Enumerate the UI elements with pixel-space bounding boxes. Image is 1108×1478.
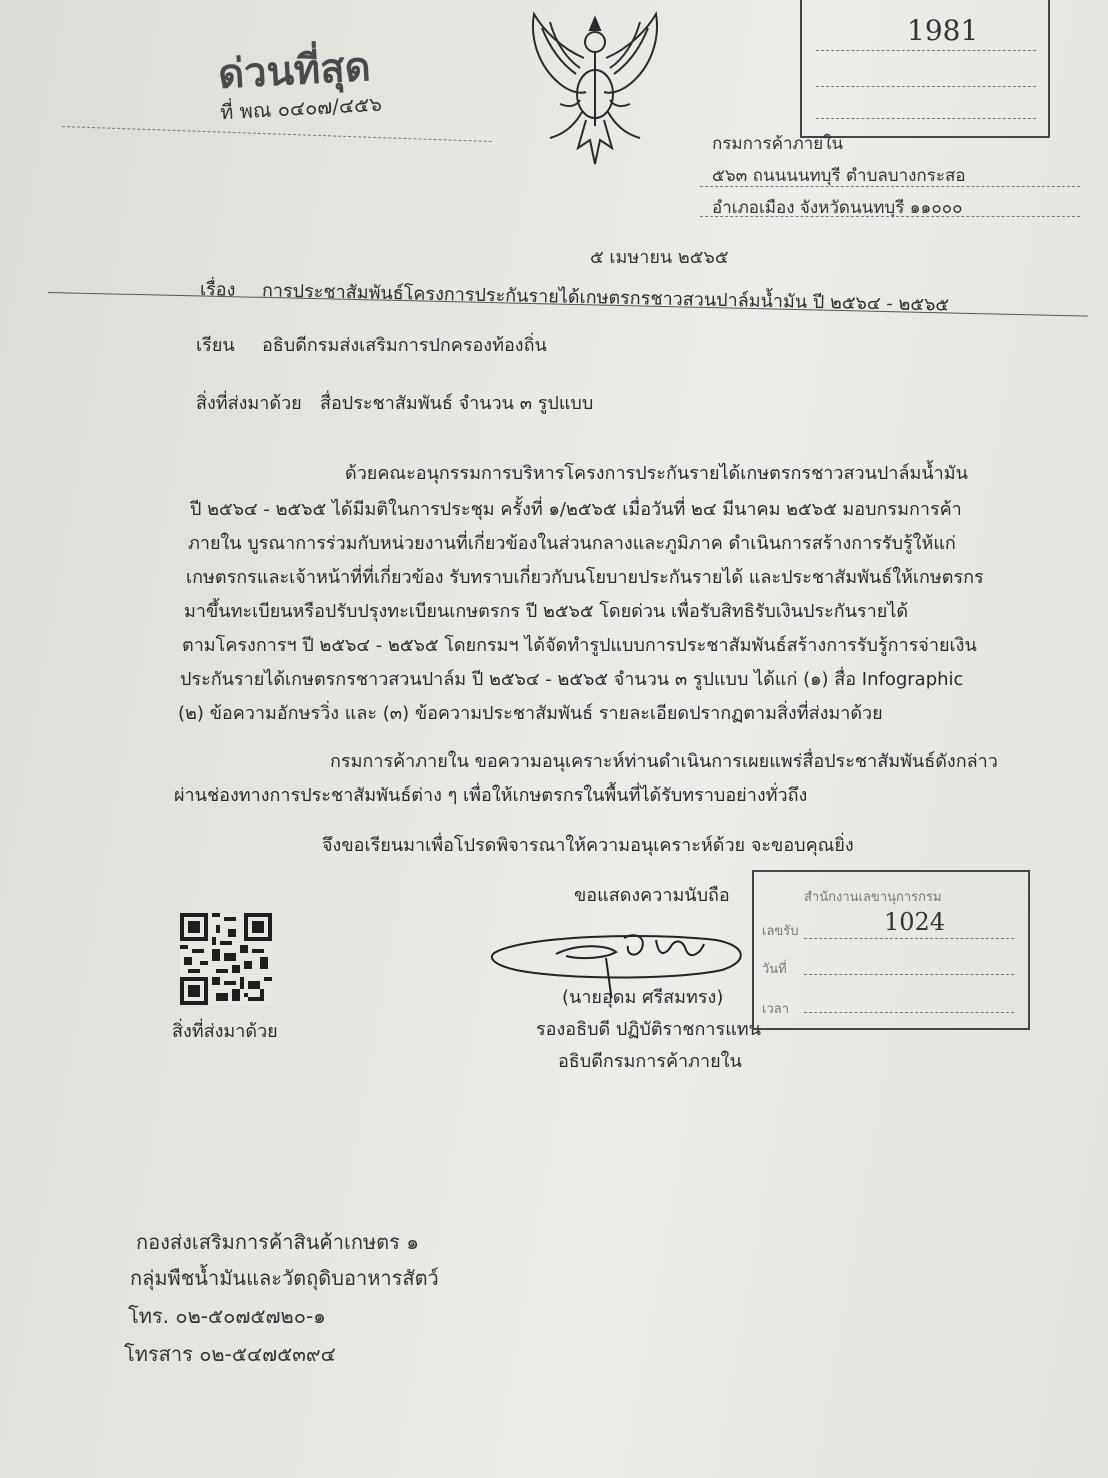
body-p1-line: ปี ๒๕๖๔ - ๒๕๖๕ ได้มีมติในการประชุม ครั้งที่ ๑/๒๕๖๕ เมื่อวันที่ ๒๔ มีนาคม ๒๕๖๕ มอบกรมการค้า <box>190 499 962 520</box>
body-p1-line: ประกันรายได้เกษตรกรชาวสวนปาล์ม ปี ๒๕๖๔ - ๒๕๖๕ จำนวน ๓ รูปแบบ ได้แก่ (๑) สื่อ Infographic <box>180 669 964 690</box>
signer-name: (นายอุดม ศรีสมทรง) <box>562 987 724 1008</box>
sender-line-2: ๕๖๓ ถนนนนทบุรี ตำบลบางกระสอ <box>712 166 966 186</box>
subject-line <box>200 274 950 319</box>
sender-line-3: อำเภอเมือง จังหวัดนนทบุรี ๑๑๐๐๐ <box>712 198 963 218</box>
body-p1-line: ภายใน บูรณาการร่วมกับหน่วยงานที่เกี่ยวข้องในส่วนกลางและภูมิภาค ดำเนินการสร้างการรับรู้ให้แก่ <box>188 533 956 554</box>
divider <box>62 126 492 142</box>
footer-division: กองส่งเสริมการค้าสินค้าเกษตร ๑ <box>136 1230 419 1254</box>
receipt-time-label: เวลา <box>762 1002 790 1017</box>
body-p1-line: (๒) ข้อความอักษรวิ่ง และ (๓) ข้อความประชาสัมพันธ์ รายละเอียดปรากฏตามสิ่งที่ส่งมาด้วย <box>178 703 883 724</box>
body-p2-line: ผ่านช่องทางการประชาสัมพันธ์ต่าง ๆ เพื่อให้เกษตรกรในพื้นที่ได้รับทราบอย่างทั่วถึง <box>174 785 808 806</box>
body-p1-line: ตามโครงการฯ ปี ๒๕๖๔ - ๒๕๖๕ โดยกรมฯ ได้จัดทำรูปแบบการประชาสัมพันธ์สร้างการรับรู้การจ่ายเงิน <box>182 635 977 656</box>
body-p3-line: จึงขอเรียนมาเพื่อโปรดพิจารณาให้ความอนุเคราะห์ด้วย จะขอบคุณยิ่ง <box>322 835 854 856</box>
urgency-label: ด่วนที่สุด <box>216 43 372 98</box>
qr-caption: สิ่งที่ส่งมาด้วย <box>172 1021 278 1042</box>
document-number: ที่ พณ ๐๔๐๗/๔๕๖ <box>219 91 383 125</box>
body-p1-line: มาขึ้นทะเบียนหรือปรับปรุงทะเบียนเกษตรกร ปี ๒๕๖๕ โดยด่วน เพื่อรับสิทธิรับเงินประกันรายได้ <box>184 601 909 622</box>
signer-position-1: รองอธิบดี ปฏิบัติราชการแทน <box>536 1019 761 1040</box>
receipt-stamp <box>752 870 1030 1030</box>
attachment-label: สิ่งที่ส่งมาด้วย <box>196 393 302 414</box>
divider <box>700 216 1080 217</box>
receipt-date-label: วันที่ <box>762 962 787 977</box>
signer-position-2: อธิบดีกรมการค้าภายใน <box>558 1051 742 1072</box>
attachment-text: สื่อประชาสัมพันธ์ จำนวน ๓ รูปแบบ <box>320 393 594 414</box>
closing-regards: ขอแสดงความนับถือ <box>574 885 730 906</box>
recipient-line <box>196 330 547 359</box>
recipient-text: อธิบดีกรมส่งเสริมการปกครองท้องถิ่น <box>262 335 547 356</box>
footer-phone: โทร. ๐๒-๕๐๗๕๗๒๐-๑ <box>128 1304 326 1328</box>
divider <box>816 86 1036 87</box>
sender-line-1: กรมการค้าภายใน <box>712 134 844 154</box>
stamp-number: 1981 <box>907 14 979 47</box>
divider <box>816 118 1036 119</box>
attachment-line <box>196 388 593 417</box>
body-p2-line: กรมการค้าภายใน ขอความอนุเคราะห์ท่านดำเนินการเผยแพร่สื่อประชาสัมพันธ์ดังกล่าว <box>330 751 998 772</box>
divider <box>804 1012 1014 1013</box>
divider <box>804 974 1014 975</box>
receipt-number-label: เลขรับ <box>762 924 799 939</box>
footer-fax: โทรสาร ๐๒-๕๔๗๕๓๙๔ <box>124 1342 336 1366</box>
receipt-number-value: 1024 <box>884 908 946 936</box>
qr-code-icon <box>180 913 272 1005</box>
subject-text: การประชาสัมพันธ์โครงการประกันรายได้เกษตรกรชาวสวนปาล์มน้ำมัน ปี ๒๕๖๔ - ๒๕๖๕ <box>261 280 950 316</box>
divider <box>700 186 1080 187</box>
document-date: ๕ เมษายน ๒๕๖๕ <box>590 247 729 268</box>
footer-group: กลุ่มพืชน้ำมันและวัตถุดิบอาหารสัตว์ <box>130 1266 439 1290</box>
divider <box>816 50 1036 51</box>
subject-label: เรื่อง <box>199 279 236 301</box>
recipient-label: เรียน <box>196 335 235 356</box>
body-p1-line: เกษตรกรและเจ้าหน้าที่ที่เกี่ยวข้อง รับทราบเกี่ยวกับนโยบายประกันรายได้ และประชาสัมพันธ์ให้เกษตรกร <box>186 567 984 588</box>
receipt-stamp-title: สำนักงานเลขานุการกรม <box>804 890 942 905</box>
body-p1-line: ด้วยคณะอนุกรรมการบริหารโครงการประกันรายได้เกษตรกรชาวสวนปาล์มน้ำมัน <box>345 463 968 484</box>
registration-stamp <box>800 0 1050 138</box>
garuda-emblem-icon <box>520 8 670 170</box>
divider <box>804 938 1014 939</box>
